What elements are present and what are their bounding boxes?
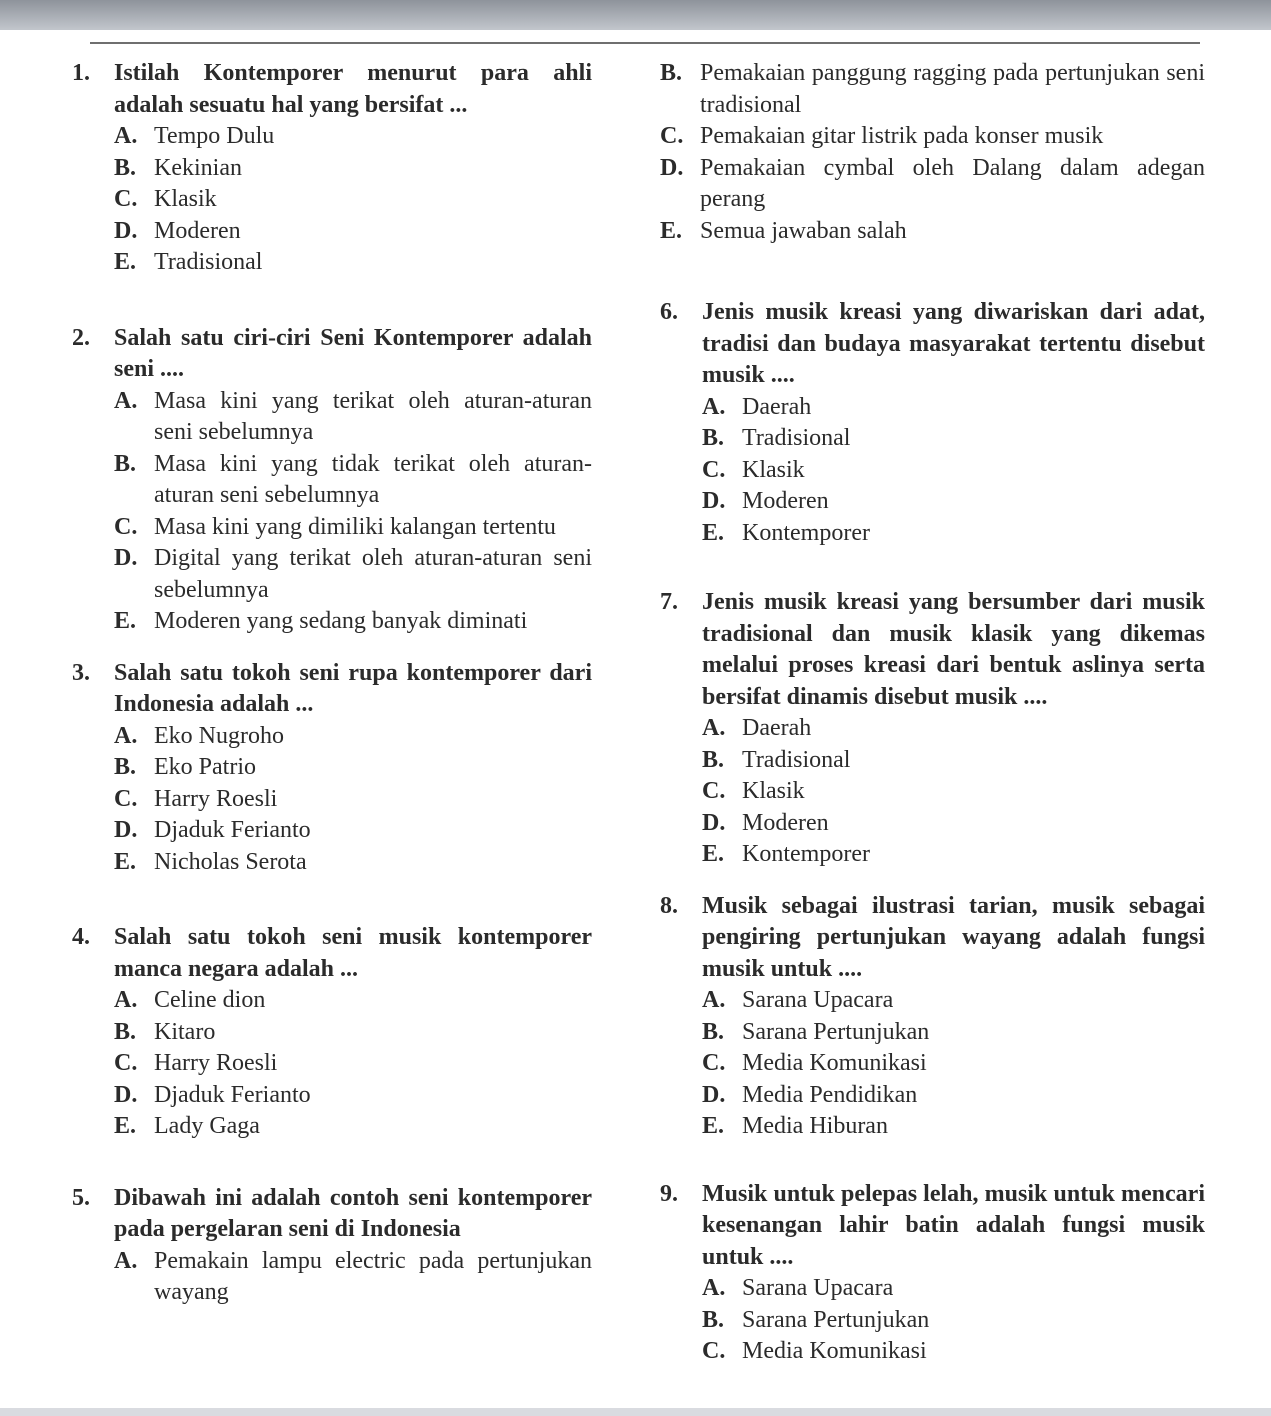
question-number: 6. bbox=[660, 299, 678, 325]
question-number: 2. bbox=[72, 324, 90, 351]
answer-option bbox=[702, 1080, 1205, 1112]
option-text: Eko Nugroho bbox=[154, 722, 284, 749]
answer-option bbox=[660, 58, 1205, 121]
option-letter: E. bbox=[114, 848, 137, 875]
answer-option bbox=[114, 449, 592, 512]
option-text: Pemakaian panggung ragging pada pertunjukan seni tradisional bbox=[700, 60, 1205, 118]
answer-option bbox=[660, 216, 1205, 248]
option-letter: B. bbox=[660, 60, 683, 86]
question-stem bbox=[72, 658, 592, 721]
option-letter: D. bbox=[114, 1081, 138, 1108]
option-letter: C. bbox=[660, 123, 684, 149]
answer-option bbox=[114, 216, 592, 248]
option-text: Media Komunikasi bbox=[742, 1338, 927, 1364]
answer-option bbox=[702, 486, 1205, 518]
answer-option bbox=[702, 1017, 1205, 1049]
answer-option bbox=[702, 1336, 1205, 1368]
option-letter: E. bbox=[114, 1113, 137, 1139]
answer-option bbox=[702, 1305, 1205, 1337]
option-text: Kekinian bbox=[154, 154, 242, 181]
bottom-edge bbox=[0, 1408, 1271, 1416]
answer-option bbox=[702, 455, 1205, 487]
option-list bbox=[660, 985, 1205, 1143]
answer-option bbox=[702, 839, 1205, 871]
option-letter: A. bbox=[114, 123, 138, 149]
option-text: Klasik bbox=[742, 778, 805, 804]
answer-option bbox=[114, 1246, 592, 1309]
option-letter: D. bbox=[114, 217, 138, 244]
question-stem bbox=[72, 58, 592, 121]
answer-option bbox=[702, 808, 1205, 840]
answer-option bbox=[114, 1017, 592, 1049]
question-text: Dibawah ini adalah contoh seni kontemporer pada pergelaran seni di Indonesia bbox=[114, 1184, 592, 1242]
option-text: Tradisional bbox=[742, 425, 851, 451]
answer-option bbox=[114, 543, 592, 606]
top-edge-band bbox=[0, 0, 1271, 30]
answer-option bbox=[114, 985, 592, 1017]
option-letter: C. bbox=[114, 513, 138, 540]
option-text: Djaduk Ferianto bbox=[154, 817, 311, 843]
option-letter: A. bbox=[702, 393, 726, 420]
option-list bbox=[72, 386, 592, 638]
question-text: Musik sebagai ilustrasi tarian, musik sebagai pengiring pertunjukan wayang adalah fungsi musik untuk .... bbox=[702, 892, 1205, 982]
answer-option bbox=[702, 713, 1205, 745]
answer-option bbox=[114, 512, 592, 544]
option-list bbox=[660, 392, 1205, 550]
option-letter: C. bbox=[702, 1338, 726, 1364]
question-text: Musik untuk pelepas lelah, musik untuk mencari kesenangan lahir batin adalah fungsi musik untuk .... bbox=[702, 1180, 1205, 1270]
option-text: Masa kini yang dimiliki kalangan tertentu bbox=[154, 513, 556, 540]
question-q6 bbox=[660, 297, 1205, 549]
question-number: 5. bbox=[72, 1184, 90, 1211]
question-stem bbox=[660, 587, 1205, 713]
option-text: Moderen bbox=[742, 488, 829, 514]
option-letter: B. bbox=[114, 450, 137, 477]
option-list bbox=[660, 713, 1205, 871]
option-letter: C. bbox=[702, 1050, 726, 1076]
answer-option bbox=[702, 1273, 1205, 1305]
option-list bbox=[72, 121, 592, 279]
right-column bbox=[660, 58, 1205, 1368]
option-letter: C. bbox=[702, 778, 726, 804]
option-text: Kitaro bbox=[154, 1018, 216, 1045]
answer-option bbox=[114, 1111, 592, 1143]
question-q7 bbox=[660, 587, 1205, 871]
option-letter: A. bbox=[114, 987, 138, 1013]
option-letter: D. bbox=[114, 545, 138, 571]
option-letter: A. bbox=[114, 1247, 138, 1274]
answer-option bbox=[114, 721, 592, 753]
option-text: Kontemporer bbox=[742, 841, 870, 867]
question-q4 bbox=[72, 922, 592, 1143]
option-text: Sarana Upacara bbox=[742, 1275, 894, 1301]
option-text: Moderen bbox=[154, 217, 241, 244]
answer-option bbox=[114, 784, 592, 816]
option-text: Nicholas Serota bbox=[154, 848, 307, 875]
option-letter: D. bbox=[114, 817, 138, 843]
option-letter: C. bbox=[114, 186, 138, 212]
option-text: Tradisional bbox=[742, 746, 851, 773]
question-stem bbox=[72, 323, 592, 386]
answer-option bbox=[114, 752, 592, 784]
option-letter: E. bbox=[114, 608, 137, 634]
option-text: Moderen yang sedang banyak diminati bbox=[154, 608, 528, 634]
question-number: 7. bbox=[660, 589, 678, 615]
option-letter: C. bbox=[114, 785, 138, 812]
option-letter: C. bbox=[114, 1050, 138, 1076]
option-list bbox=[72, 985, 592, 1143]
option-text: Pemakain lampu electric pada pertunjukan wayang bbox=[154, 1247, 592, 1305]
option-letter: B. bbox=[114, 154, 137, 181]
header-rule bbox=[90, 42, 1200, 44]
question-stem bbox=[660, 891, 1205, 986]
option-letter: A. bbox=[702, 1275, 726, 1301]
question-text: Salah satu tokoh seni musik kontemporer manca negara adalah ... bbox=[114, 924, 592, 982]
option-text: Media Hiburan bbox=[742, 1113, 888, 1139]
question-text: Salah satu ciri-ciri Seni Kontemporer adalah seni .... bbox=[114, 324, 592, 382]
answer-option bbox=[114, 1080, 592, 1112]
option-text: Pemakaian gitar listrik pada konser musik bbox=[700, 123, 1104, 149]
option-letter: E. bbox=[702, 1113, 725, 1139]
option-text: Masa kini yang tidak terikat oleh aturan-aturan seni sebelumnya bbox=[154, 450, 592, 508]
option-letter: A. bbox=[702, 715, 726, 741]
question-text: Jenis musik kreasi yang bersumber dari musik tradisional dan musik klasik yang dikemas melalui proses kreasi dari bentuk aslinya serta bersifat dinamis disebut musik .... bbox=[702, 589, 1205, 710]
option-text: Digital yang terikat oleh aturan-aturan seni sebelumnya bbox=[154, 545, 592, 603]
question-q5b bbox=[660, 58, 1205, 247]
option-list bbox=[72, 721, 592, 879]
answer-option bbox=[702, 745, 1205, 777]
option-text: Sarana Pertunjukan bbox=[742, 1018, 930, 1045]
option-text: Daerah bbox=[742, 393, 812, 420]
option-text: Lady Gaga bbox=[154, 1113, 260, 1139]
option-text: Klasik bbox=[154, 186, 217, 212]
option-letter: E. bbox=[702, 841, 725, 867]
option-letter: A. bbox=[702, 987, 726, 1013]
answer-option bbox=[114, 184, 592, 216]
option-text: Klasik bbox=[742, 456, 805, 483]
option-text: Djaduk Ferianto bbox=[154, 1081, 311, 1108]
option-text: Celine dion bbox=[154, 987, 266, 1013]
answer-option bbox=[660, 153, 1205, 216]
option-list bbox=[660, 58, 1205, 247]
option-text: Eko Patrio bbox=[154, 754, 256, 780]
option-text: Media Pendidikan bbox=[742, 1081, 918, 1108]
question-q9 bbox=[660, 1179, 1205, 1368]
question-stem bbox=[660, 297, 1205, 392]
option-text: Harry Roesli bbox=[154, 1050, 278, 1076]
option-letter: B. bbox=[114, 1018, 137, 1045]
question-stem bbox=[72, 922, 592, 985]
answer-option bbox=[114, 815, 592, 847]
option-letter: E. bbox=[660, 217, 683, 244]
option-text: Moderen bbox=[742, 809, 829, 836]
option-text: Sarana Upacara bbox=[742, 987, 894, 1013]
option-letter: B. bbox=[702, 1306, 725, 1333]
option-list bbox=[72, 1246, 592, 1309]
option-letter: C. bbox=[702, 456, 726, 483]
question-text: Jenis musik kreasi yang diwariskan dari adat, tradisi dan budaya masyarakat tertentu disebut musik .... bbox=[702, 299, 1205, 388]
question-number: 8. bbox=[660, 892, 678, 919]
option-text: Media Komunikasi bbox=[742, 1050, 927, 1076]
option-text: Daerah bbox=[742, 715, 812, 741]
question-stem bbox=[660, 1179, 1205, 1274]
question-q2 bbox=[72, 323, 592, 638]
question-stem bbox=[72, 1183, 592, 1246]
option-letter: B. bbox=[702, 425, 725, 451]
question-number: 9. bbox=[660, 1180, 678, 1207]
option-letter: D. bbox=[702, 1081, 726, 1108]
answer-option bbox=[114, 121, 592, 153]
option-letter: D. bbox=[660, 154, 684, 181]
answer-option bbox=[702, 776, 1205, 808]
answer-option bbox=[660, 121, 1205, 153]
option-letter: E. bbox=[114, 249, 137, 275]
question-text: Istilah Kontemporer menurut para ahli adalah sesuatu hal yang bersifat ... bbox=[114, 60, 592, 118]
answer-option bbox=[702, 985, 1205, 1017]
answer-option bbox=[702, 423, 1205, 455]
question-q1 bbox=[72, 58, 592, 279]
option-text: Pemakaian cymbal oleh Dalang dalam adegan perang bbox=[700, 154, 1205, 212]
answer-option bbox=[114, 247, 592, 279]
question-q5 bbox=[72, 1183, 592, 1309]
option-letter: B. bbox=[702, 746, 725, 773]
answer-option bbox=[114, 847, 592, 879]
option-text: Masa kini yang terikat oleh aturan-aturan seni sebelumnya bbox=[154, 387, 592, 445]
option-text: Sarana Pertunjukan bbox=[742, 1306, 930, 1333]
option-letter: E. bbox=[702, 519, 725, 546]
answer-option bbox=[702, 1111, 1205, 1143]
answer-option bbox=[114, 153, 592, 185]
option-letter: A. bbox=[114, 722, 138, 749]
option-letter: B. bbox=[114, 754, 137, 780]
question-q8 bbox=[660, 891, 1205, 1143]
answer-option bbox=[702, 1048, 1205, 1080]
answer-option bbox=[114, 386, 592, 449]
question-number: 4. bbox=[72, 924, 90, 950]
option-list bbox=[660, 1273, 1205, 1368]
answer-option bbox=[702, 392, 1205, 424]
option-letter: D. bbox=[702, 488, 726, 514]
left-column bbox=[72, 58, 592, 1309]
option-text: Tradisional bbox=[154, 249, 263, 275]
answer-option bbox=[114, 606, 592, 638]
option-letter: A. bbox=[114, 387, 138, 414]
option-letter: D. bbox=[702, 809, 726, 836]
question-number: 1. bbox=[72, 60, 90, 86]
question-text: Salah satu tokoh seni rupa kontemporer dari Indonesia adalah ... bbox=[114, 659, 592, 717]
answer-option bbox=[114, 1048, 592, 1080]
option-letter: B. bbox=[702, 1018, 725, 1045]
question-number: 3. bbox=[72, 659, 90, 686]
option-text: Tempo Dulu bbox=[154, 123, 275, 149]
option-text: Harry Roesli bbox=[154, 785, 278, 812]
option-text: Semua jawaban salah bbox=[700, 217, 907, 244]
option-text: Kontemporer bbox=[742, 519, 870, 546]
question-q3 bbox=[72, 658, 592, 879]
answer-option bbox=[702, 518, 1205, 550]
